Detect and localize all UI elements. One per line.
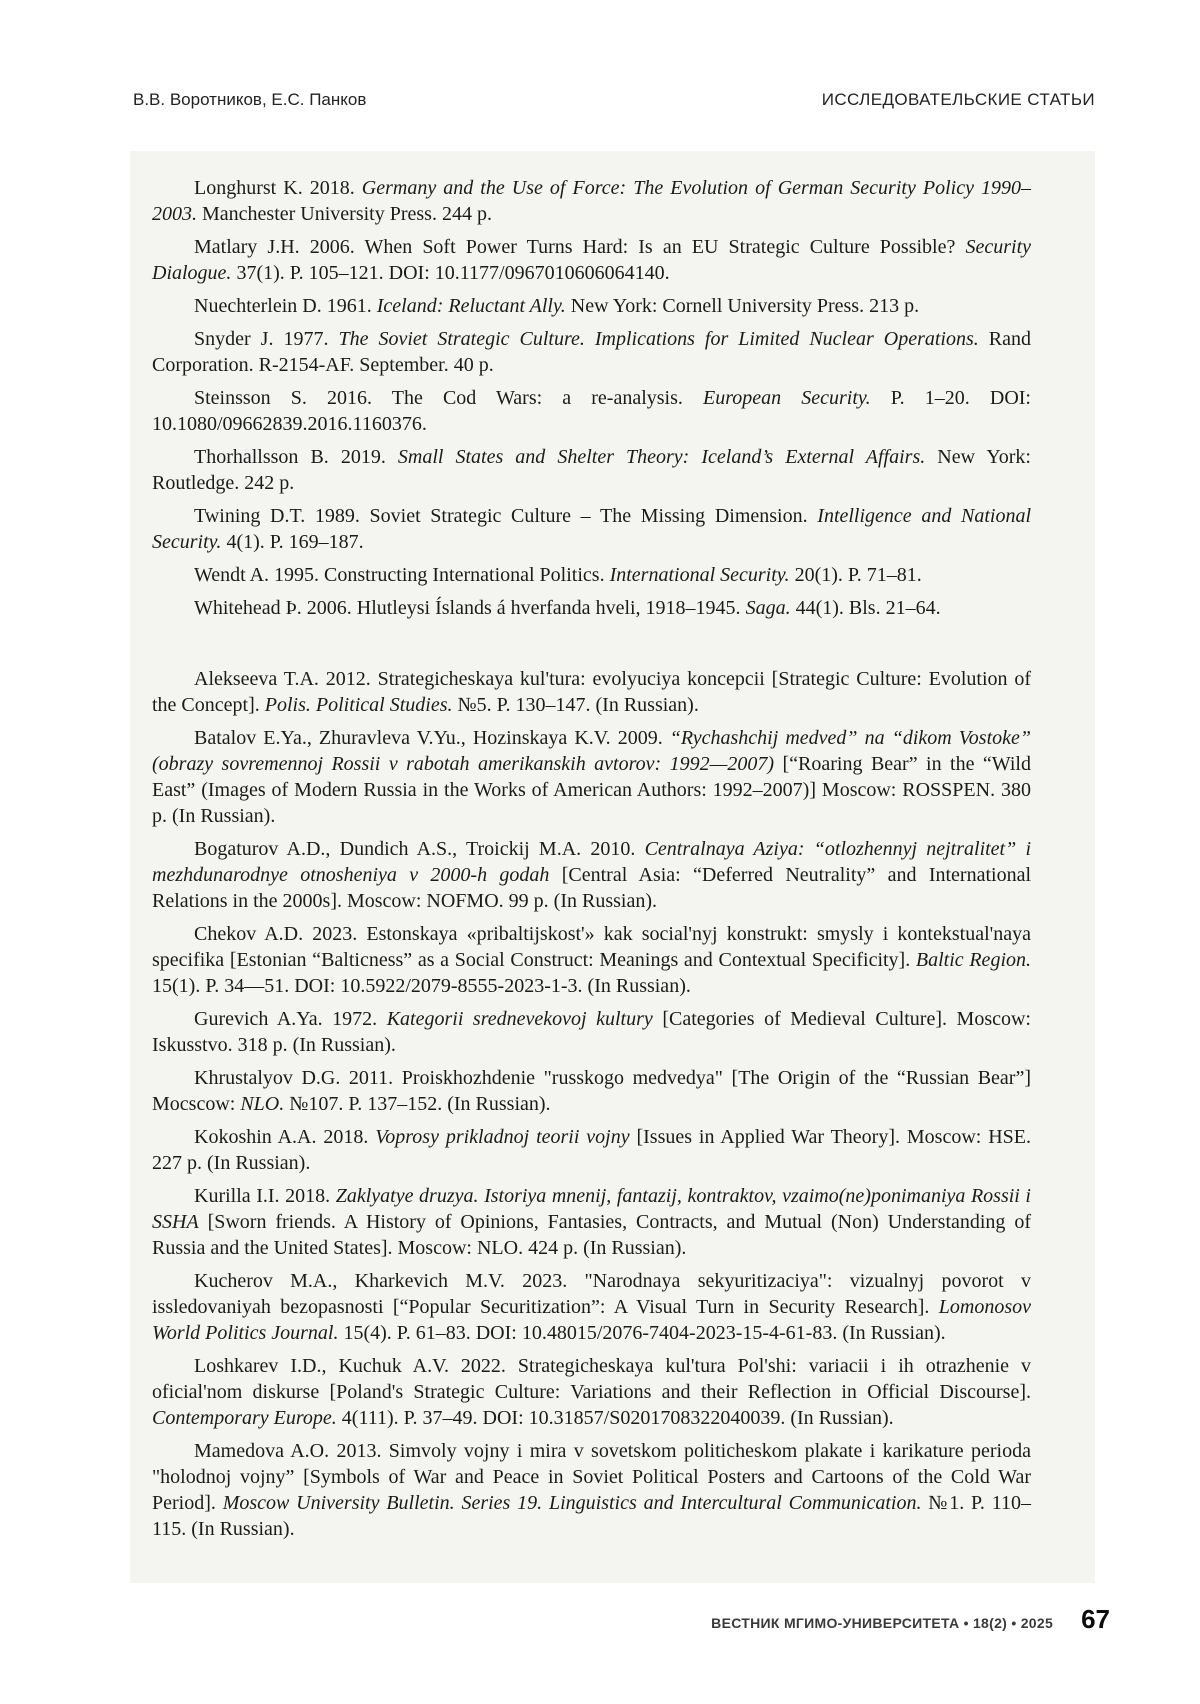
- reference-entry: Nuechterlein D. 1961. Iceland: Reluctant Ally. New York: Cornell University Press. 213 p.: [194, 295, 920, 317]
- running-head: [133, 90, 1095, 110]
- references-group-foreign: [152, 175, 1031, 621]
- reference-entry: Batalov E.Ya., Zhuravleva V.Yu., Hozinskaya K.V. 2009. “Rychashchij medved” na “dikom Vostoke” (obrazy sovremennoj Rossii v rabotah amerikanskih avtorov: 1992—2007) [“Roaring Bear” in the “Wild East” (Images of Modern Russia in the Works of American Authors: 1992–2007)] Moscow: ROSSPEN. 380 p. (In Russian).: [152, 727, 1031, 827]
- references-group-separator: [152, 628, 1031, 666]
- reference-entry: Whitehead Þ. 2006. Hlutleysi Íslands á hverfanda hveli, 1918–1945. Saga. 44(1). Bls. 21–64.: [194, 597, 941, 619]
- footer-page-number: 67: [1081, 1604, 1110, 1634]
- reference-entry: Wendt A. 1995. Constructing International Politics. International Security. 20(1). P. 71–81.: [194, 564, 922, 586]
- reference-entry: Chekov A.D. 2023. Estonskaya «pribaltijskost'» kak social'nyj konstrukt: smysly i kontekstual'naya specifika [Estonian “Balticness” as a Social Construct: Meanings and Contextual Specificity]. Baltic Region. 15(1). P. 34—51. DOI: 10.5922/2079-8555-2023-1-3. (In Russian).: [152, 923, 1031, 997]
- reference-entry: Longhurst K. 2018. Germany and the Use of Force: The Evolution of German Security Policy 1990–2003. Manchester University Press. 244 p.: [152, 177, 1031, 225]
- reference-entry: Kokoshin A.A. 2018. Voprosy prikladnoj teorii vojny [Issues in Applied War Theory]. Moscow: HSE. 227 p. (In Russian).: [152, 1126, 1031, 1174]
- running-head-authors: В.В. Воротников, Е.С. Панков: [133, 90, 367, 109]
- references-panel: [130, 151, 1095, 1583]
- running-foot: [711, 1604, 1110, 1635]
- reference-entry: Mamedova A.O. 2013. Simvoly vojny i mira v sovetskom politicheskom plakate i karikature perioda "holodnoj vojny” [Symbols of War and Peace in Soviet Political Posters and Cartoons of the Cold War Period]. Moscow University Bulletin. Series 19. Linguistics and Intercultural Communication. №1. P. 110–115. (In Russian).: [152, 1440, 1031, 1540]
- reference-entry: Snyder J. 1977. The Soviet Strategic Culture. Implications for Limited Nuclear Operations. Rand Corporation. R-2154-AF. September. 40 p.: [152, 328, 1031, 376]
- reference-entry: Matlary J.H. 2006. When Soft Power Turns Hard: Is an EU Strategic Culture Possible? Security Dialogue. 37(1). P. 105–121. DOI: 10.1177/0967010606064140.: [152, 236, 1031, 284]
- reference-entry: Bogaturov A.D., Dundich A.S., Troickij M.A. 2010. Centralnaya Aziya: “otlozhennyj nejtralitet” i mezhdunarodnye otnosheniya v 2000-h godah [Central Asia: “Deferred Neutrality” and International Relations in the 2000s]. Moscow: NOFMO. 99 p. (In Russian).: [152, 838, 1031, 912]
- reference-entry: Khrustalyov D.G. 2011. Proiskhozhdenie "russkogo medvedya" [The Origin of the “Russian Bear”] Mocscow: NLO. №107. P. 137–152. (In Russian).: [152, 1067, 1031, 1115]
- reference-entry: Gurevich A.Ya. 1972. Kategorii srednevekovoj kultury [Categories of Medieval Culture]. Moscow: Iskusstvo. 318 p. (In Russian).: [152, 1008, 1031, 1056]
- reference-entry: Thorhallsson B. 2019. Small States and Shelter Theory: Iceland’s External Affairs. New York: Routledge. 242 p.: [152, 446, 1031, 494]
- references-group-russian: [152, 666, 1031, 1542]
- running-head-section: ИССЛЕДОВАТЕЛЬСКИЕ СТАТЬИ: [821, 90, 1095, 109]
- reference-entry: Loshkarev I.D., Kuchuk A.V. 2022. Strategicheskaya kul'tura Pol'shi: variacii i ih otrazhenie v oficial'nom diskurse [Poland's Strategic Culture: Variations and their Reflection in Official Discourse]. Contemporary Europe. 4(111). P. 37–49. DOI: 10.31857/S0201708322040039. (In Russian).: [152, 1355, 1031, 1429]
- reference-entry: Kucherov M.A., Kharkevich M.V. 2023. "Narodnaya sekyuritizaciya": vizualnyj povorot v issledovaniyah bezopasnosti [“Popular Securitization”: A Visual Turn in Security Research]. Lomonosov World Politics Journal. 15(4). P. 61–83. DOI: 10.48015/2076-7404-2023-15-4-61-83. (In Russian).: [152, 1270, 1031, 1344]
- reference-entry: Kurilla I.I. 2018. Zaklyatye druzya. Istoriya mnenij, fantazij, kontraktov, vzaimo(ne)ponimaniya Rossii i SSHA [Sworn friends. A History of Opinions, Fantasies, Contracts, and Mutual (Non) Understanding of Russia and the United States]. Moscow: NLO. 424 p. (In Russian).: [152, 1185, 1031, 1259]
- reference-entry: Twining D.T. 1989. Soviet Strategic Culture – The Missing Dimension. Intelligence and National Security. 4(1). P. 169–187.: [152, 505, 1031, 553]
- reference-entry: Steinsson S. 2016. The Cod Wars: a re-analysis. European Security. P. 1–20. DOI: 10.1080/09662839.2016.1160376.: [152, 387, 1031, 435]
- reference-entry: Alekseeva T.A. 2012. Strategicheskaya kul'tura: evolyuciya koncepcii [Strategic Culture: Evolution of the Concept]. Polis. Political Studies. №5. P. 130–147. (In Russian).: [152, 668, 1031, 716]
- footer-journal-line: ВЕСТНИК МГИМО-УНИВЕРСИТЕТА • 18(2) • 2025: [711, 1615, 1054, 1631]
